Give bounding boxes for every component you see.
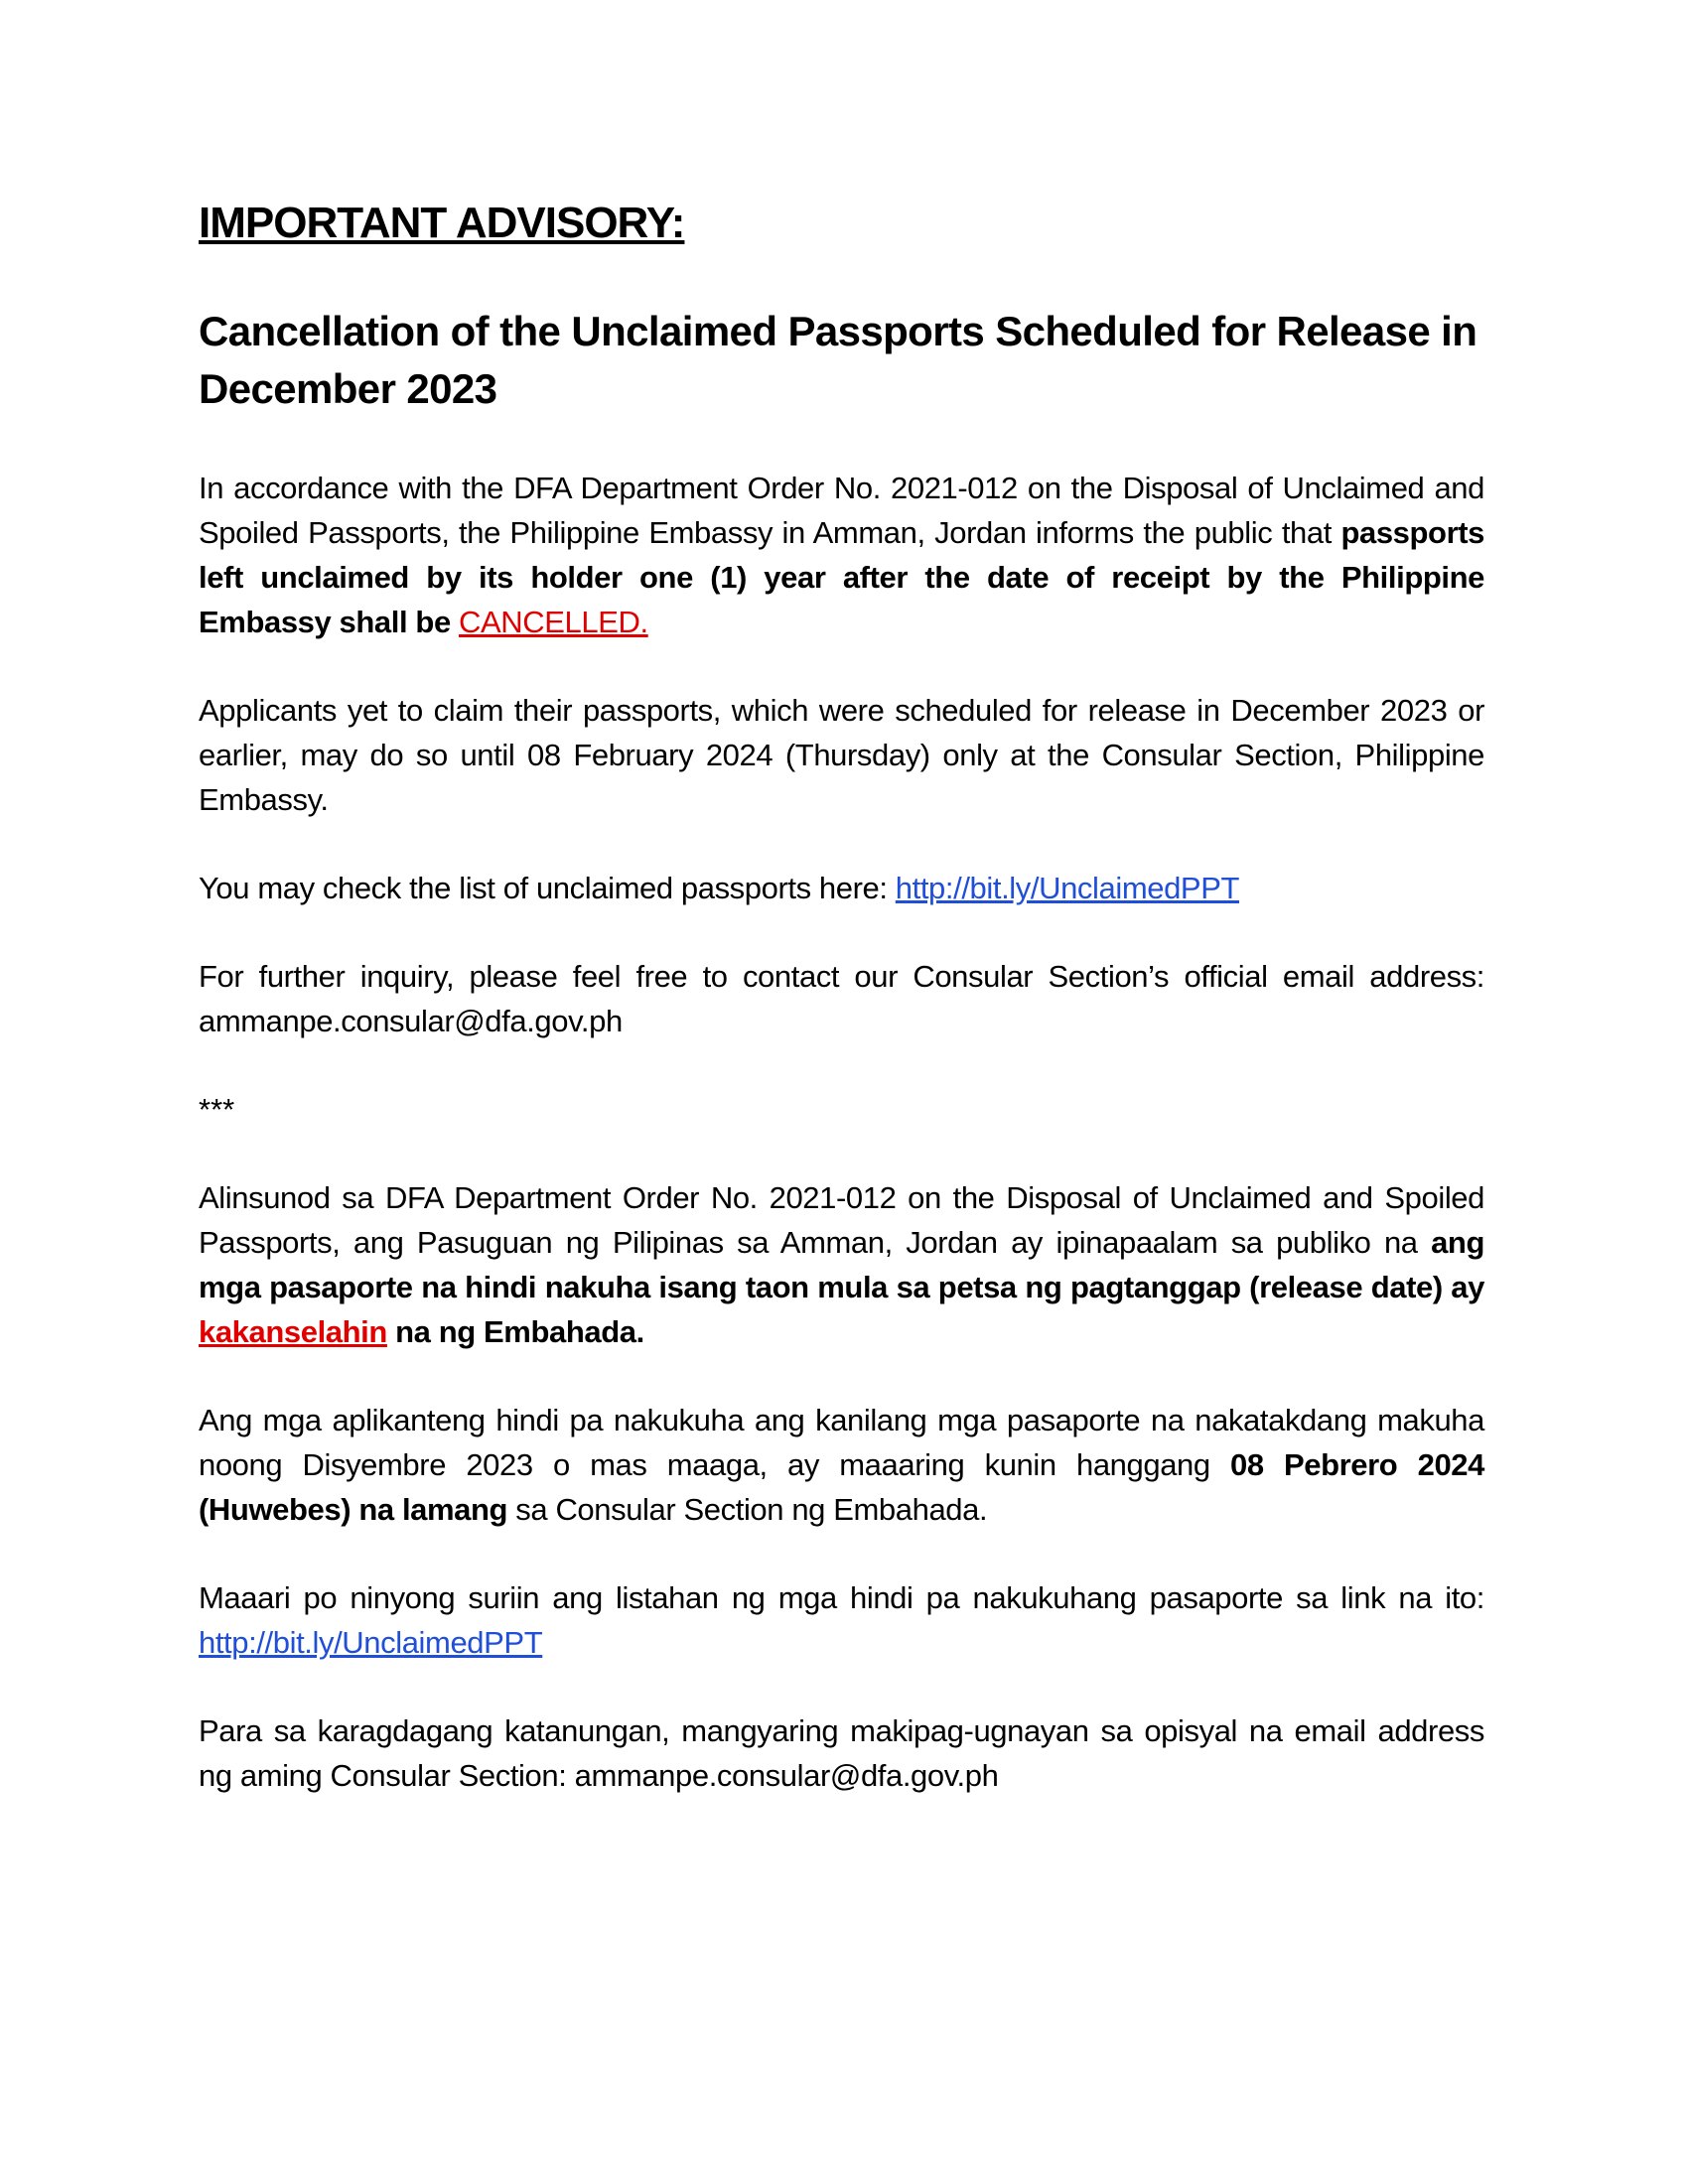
cancelled-notice: CANCELLED.	[459, 605, 648, 639]
english-p1-bold: passports left unclaimed by its holder one (1) year after the date of receipt by the Philippine Embassy shall be	[199, 515, 1484, 639]
advisory-document	[199, 194, 1484, 1798]
section-separator: ***	[199, 1092, 235, 1127]
filipino-p2-end: sa Consular Section ng Embahada.	[507, 1492, 988, 1527]
english-paragraph-1	[199, 466, 1484, 644]
english-paragraph-3	[199, 866, 1484, 910]
unclaimed-list-link-fil[interactable]: http://bit.ly/UnclaimedPPT	[199, 1625, 543, 1660]
filipino-p3-text: Maaari po ninyong suriin ang listahan ng mga hindi pa nakukuhang pasaporte sa link na ito:	[199, 1580, 1484, 1615]
filipino-p2-bold: 08 Pebrero 2024 (Huwebes) na lamang	[199, 1447, 1484, 1527]
advisory-title: Cancellation of the Unclaimed Passports Scheduled for Release in December 2023	[199, 308, 1477, 412]
filipino-paragraph-4: Para sa karagdagang katanungan, mangyaring makipag-ugnayan sa opisyal na email address ng aming Consular Section: ammanpe.consular@dfa.gov.ph	[199, 1713, 1484, 1793]
kakanselahin-notice: kakanselahin	[199, 1314, 387, 1349]
filipino-p1-bold-b: na ng Embahada.	[386, 1314, 644, 1349]
filipino-paragraph-3	[199, 1575, 1484, 1665]
advisory-label: IMPORTANT ADVISORY:	[199, 199, 685, 247]
filipino-p1-bold-a: ang mga pasaporte na hindi nakuha isang taon mula sa petsa ng pagtanggap (release date) ay	[199, 1225, 1484, 1304]
english-paragraph-4: For further inquiry, please feel free to contact our Consular Section’s official email address: ammanpe.consular@dfa.gov.ph	[199, 959, 1484, 1038]
filipino-p1-intro: Alinsunod sa DFA Department Order No. 2021-012 on the Disposal of Unclaimed and Spoiled Passports, ang Pasuguan ng Pilipinas sa Amman, Jordan ay ipinapaalam sa publiko na	[199, 1180, 1484, 1260]
english-p3-text: You may check the list of unclaimed passports here:	[199, 871, 896, 905]
filipino-paragraph-2	[199, 1398, 1484, 1532]
unclaimed-list-link-en[interactable]: http://bit.ly/UnclaimedPPT	[895, 871, 1240, 905]
english-paragraph-2: Applicants yet to claim their passports, which were scheduled for release in December 2023 or earlier, may do so until 08 February 2024 (Thursday) only at the Consular Section, Philippine Embassy.	[199, 693, 1484, 817]
filipino-paragraph-1	[199, 1175, 1484, 1354]
filipino-p2-intro: Ang mga aplikanteng hindi pa nakukuha ang kanilang mga pasaporte na nakatakdang makuha noong Disyembre 2023 o mas maaga, ay maaaring kunin hanggang	[199, 1403, 1484, 1482]
english-p1-intro: In accordance with the DFA Department Order No. 2021-012 on the Disposal of Unclaimed and Spoiled Passports, the Philippine Embassy in Amman, Jordan informs the public that	[199, 471, 1484, 550]
